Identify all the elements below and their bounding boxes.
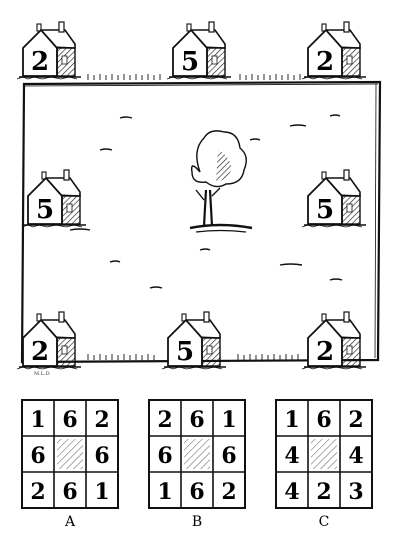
grid-center-cell xyxy=(57,439,83,469)
grid-cell: 2 xyxy=(94,407,110,433)
tree xyxy=(190,131,252,232)
house-number: 5 xyxy=(180,47,200,77)
grid-cell: 6 xyxy=(62,479,78,505)
grid-cell: 2 xyxy=(348,407,364,433)
grid-label: A xyxy=(64,514,76,530)
grid-cell: 6 xyxy=(189,407,205,433)
house-middle-right xyxy=(302,170,366,227)
grid-label: B xyxy=(191,514,203,530)
grid-cell: 6 xyxy=(316,407,332,433)
grid-cell: 6 xyxy=(221,443,237,469)
grid-cell: 2 xyxy=(30,479,46,505)
house-top-left xyxy=(17,22,81,79)
house-top-middle xyxy=(167,22,231,79)
grid-cell: 4 xyxy=(284,479,300,505)
grid-b xyxy=(149,400,245,530)
grid-cell: 6 xyxy=(94,443,110,469)
grid-center-cell xyxy=(311,439,337,469)
grid-cell: 4 xyxy=(284,443,300,469)
grid-cell: 4 xyxy=(348,443,364,469)
grid-cell: 2 xyxy=(221,479,237,505)
house-number: 2 xyxy=(30,337,50,367)
artist-signature: M.L.D xyxy=(34,371,50,377)
grid-cell: 1 xyxy=(284,407,300,433)
fence xyxy=(88,74,300,360)
grid-cell: 1 xyxy=(30,407,46,433)
grid-label: C xyxy=(318,514,330,530)
grid-cell: 6 xyxy=(62,407,78,433)
house-middle-left xyxy=(22,170,86,227)
house-bottom-middle xyxy=(162,312,226,369)
grid-cell: 1 xyxy=(94,479,110,505)
house-bottom-left xyxy=(17,312,81,369)
grid-cell: 1 xyxy=(221,407,237,433)
house-number: 2 xyxy=(315,337,335,367)
house-number: 5 xyxy=(315,195,335,225)
house-number: 2 xyxy=(315,47,335,77)
house-number: 5 xyxy=(35,195,55,225)
grid-cell: 3 xyxy=(348,479,364,505)
grid-a xyxy=(22,400,118,530)
grid-cell: 6 xyxy=(30,443,46,469)
grid-cell: 2 xyxy=(316,479,332,505)
house-bottom-right xyxy=(302,312,366,369)
grid-center-cell xyxy=(184,439,210,469)
grid-c xyxy=(276,400,372,530)
house-number: 2 xyxy=(30,47,50,77)
grid-cell: 6 xyxy=(157,443,173,469)
grid-cell: 1 xyxy=(157,479,173,505)
house-top-right xyxy=(302,22,366,79)
house-number: 5 xyxy=(175,337,195,367)
grid-cell: 6 xyxy=(189,479,205,505)
grid-cell: 2 xyxy=(157,407,173,433)
